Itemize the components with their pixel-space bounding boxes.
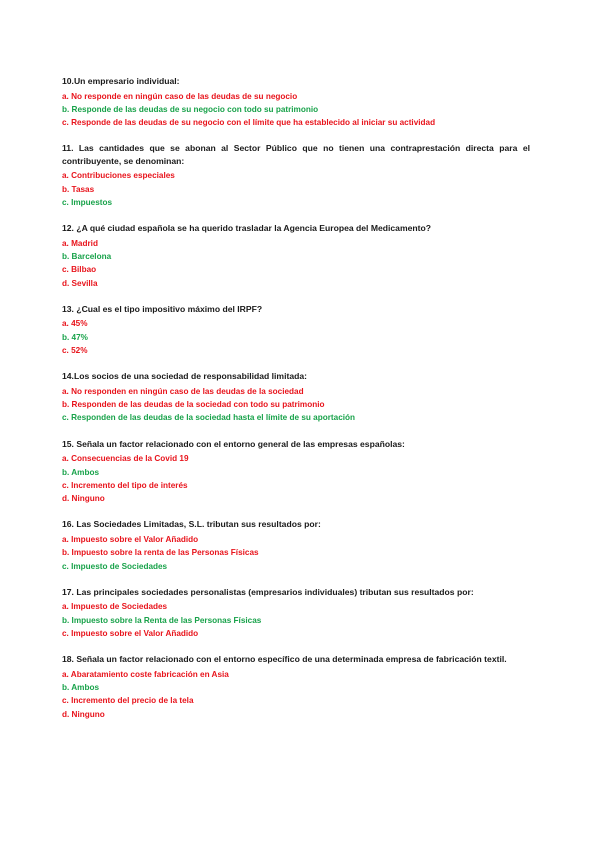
question-14 (62, 370, 530, 424)
answer-option: a. Impuesto de Sociedades (62, 602, 168, 612)
question-18 (62, 653, 530, 721)
question-text: 13. ¿Cual es el tipo impositivo máximo del IRPF? (62, 303, 263, 314)
question-17 (62, 586, 530, 640)
answer-option: c. Impuestos (62, 197, 113, 207)
answer-option: c. 52% (62, 346, 88, 356)
answer-option: c. Incremento del precio de la tela (62, 696, 194, 706)
question-text: 14.Los socios de una sociedad de responsabilidad limitada: (62, 371, 307, 382)
answer-option: a. 45% (62, 319, 88, 329)
document-page (62, 75, 530, 734)
answer-option: a. No responde en ningún caso de las deudas de su negocio (62, 91, 298, 101)
question-15 (62, 438, 530, 506)
question-16 (62, 518, 530, 572)
answer-option: b. Impuesto sobre la renta de las Personas Físicas (62, 548, 259, 558)
question-text: 10.Un empresario individual: (62, 76, 180, 86)
answer-option: b. Ambos (62, 683, 99, 693)
question-text: 12. ¿A qué ciudad española se ha querido trasladar la Agencia Europea del Medicamento? (62, 223, 431, 234)
answer-option: c. Impuesto sobre el Valor Añadido (62, 628, 199, 638)
answer-option: b. Responden de las deudas de la sociedad con todo su patrimonio (62, 400, 325, 410)
answer-option: d. Ninguno (62, 494, 105, 504)
question-12 (62, 222, 530, 290)
answer-option: a. No responden en ningún caso de las deudas de la sociedad (62, 386, 304, 396)
question-text: 16. Las Sociedades Limitadas, S.L. tributan sus resultados por: (62, 519, 321, 530)
answer-option: d. Ninguno (62, 709, 105, 719)
answer-option: d. Sevilla (62, 278, 98, 288)
answer-option: a. Contribuciones especiales (62, 171, 175, 181)
answer-option: c. Impuesto de Sociedades (62, 561, 168, 571)
answer-option: a. Madrid (62, 238, 98, 248)
answer-option: b. Tasas (62, 184, 95, 194)
answer-option: b. Responde de las deudas de su negocio con todo su patrimonio (62, 104, 319, 114)
answer-option: b. 47% (62, 332, 88, 342)
question-text: 15. Señala un factor relacionado con el entorno general de las empresas españolas: (62, 438, 405, 449)
answer-option: c. Incremento del tipo de interés (62, 480, 188, 490)
answer-option: c. Responden de las deudas de la sociedad hasta el límite de su aportación (62, 413, 356, 423)
answer-option: a. Impuesto sobre el Valor Añadido (62, 534, 199, 544)
question-10 (62, 75, 530, 129)
answer-option: b. Impuesto sobre la Renta de las Personas Físicas (62, 615, 262, 625)
answer-option: c. Responde de las deudas de su negocio con el límite que ha establecido al iniciar su actividad (62, 118, 436, 128)
question-13 (62, 303, 530, 357)
answer-option: c. Bilbao (62, 265, 97, 275)
question-text: 17. Las principales sociedades personalistas (empresarios individuales) tributan sus resultados por: (62, 586, 474, 597)
question-11 (62, 142, 530, 209)
answer-option: a. Consecuencias de la Covid 19 (62, 454, 189, 464)
question-text: 18. Señala un factor relacionado con el entorno específico de una determinada empresa de fabricación textil. (62, 654, 507, 665)
answer-option: b. Barcelona (62, 252, 112, 262)
answer-option: a. Abaratamiento coste fabricación en Asia (62, 669, 229, 679)
question-text: 11. Las cantidades que se abonan al Sector Público que no tienen una contraprestación directa para el contribuyente, se denominan: (62, 143, 530, 166)
answer-option: b. Ambos (62, 467, 99, 477)
